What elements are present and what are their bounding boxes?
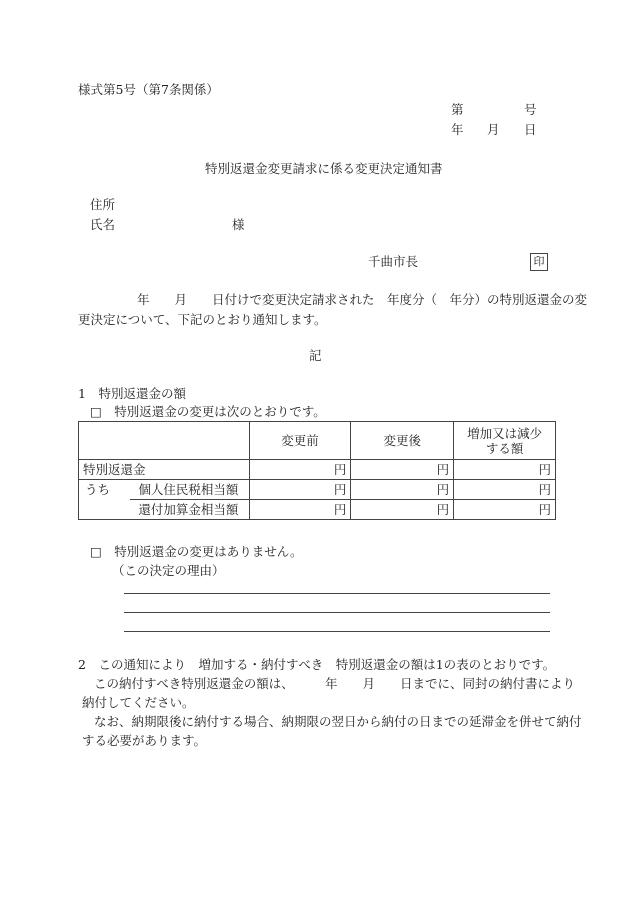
form-number: 様式第5号（第7条関係） xyxy=(78,82,219,97)
reason-line xyxy=(124,593,550,594)
section2-line-5: する必要があります。 xyxy=(82,733,207,748)
reason-label: （この決定の理由） xyxy=(112,563,225,578)
date-day: 日 xyxy=(524,122,537,137)
section1-heading: 1 特別返還金の額 xyxy=(78,386,186,401)
reason-line xyxy=(124,631,550,632)
row-label: 特別返還金 xyxy=(79,460,250,480)
table-corner-cell xyxy=(79,422,250,460)
section2-line-1: 2 この通知により 増加する・納付すべき 特別返還金の額は1の表のとおりです。 xyxy=(78,657,556,672)
amount-table xyxy=(78,421,556,520)
name-label: 氏名 xyxy=(90,217,116,232)
honorific: 様 xyxy=(232,217,245,232)
address-label: 住所 xyxy=(90,197,116,212)
date-year: 年 xyxy=(451,122,464,137)
table-row xyxy=(79,500,556,520)
section2-line-3: 納付してください。 xyxy=(82,695,195,710)
cell-yen: 円 xyxy=(249,460,351,480)
doc-number-suffix: 号 xyxy=(524,102,537,117)
cell-yen: 円 xyxy=(454,500,556,520)
header-after: 変更後 xyxy=(351,422,454,460)
table-row xyxy=(79,480,556,500)
cell-yen: 円 xyxy=(351,460,454,480)
section2-line-4: なお、納期限後に納付する場合、納期限の翌日から納付の日までの延滞金を併せて納付 xyxy=(94,714,582,729)
section2-line-2: この納付すべき特別返還金の額は、 年 月 日までに、同封の納付書により xyxy=(94,676,576,691)
row-group-label xyxy=(79,500,131,520)
ki-marker: 記 xyxy=(309,348,322,363)
option-changed: □ 特別返還金の変更は次のとおりです。 xyxy=(90,404,326,419)
date-month: 月 xyxy=(487,122,500,137)
table-row xyxy=(79,460,556,480)
intro-line-1: 年 月 日付けで変更決定請求された 年度分（ 年分）の特別返還金の変 xyxy=(137,292,588,307)
cell-yen: 円 xyxy=(351,500,454,520)
cell-yen: 円 xyxy=(454,480,556,500)
row-label: 個人住民税相当額 xyxy=(130,480,249,500)
doc-number-prefix: 第 xyxy=(451,102,464,117)
intro-line-2: 更決定について、下記のとおり通知します。 xyxy=(78,312,327,327)
sender-name: 千曲市長 xyxy=(368,254,419,269)
seal-mark: 印 xyxy=(530,253,548,271)
header-before: 変更前 xyxy=(249,422,351,460)
row-label: 還付加算金相当額 xyxy=(130,500,249,520)
document-title: 特別返還金変更請求に係る変更決定通知書 xyxy=(205,161,443,176)
table-header-row xyxy=(79,422,556,460)
cell-yen: 円 xyxy=(249,500,351,520)
option-unchanged: □ 特別返還金の変更はありません。 xyxy=(90,544,303,559)
cell-yen: 円 xyxy=(454,460,556,480)
cell-yen: 円 xyxy=(351,480,454,500)
reason-line xyxy=(124,612,550,613)
cell-yen: 円 xyxy=(249,480,351,500)
row-group-label: うち xyxy=(79,480,131,500)
header-difference: 増加又は減少 する額 xyxy=(454,422,556,460)
